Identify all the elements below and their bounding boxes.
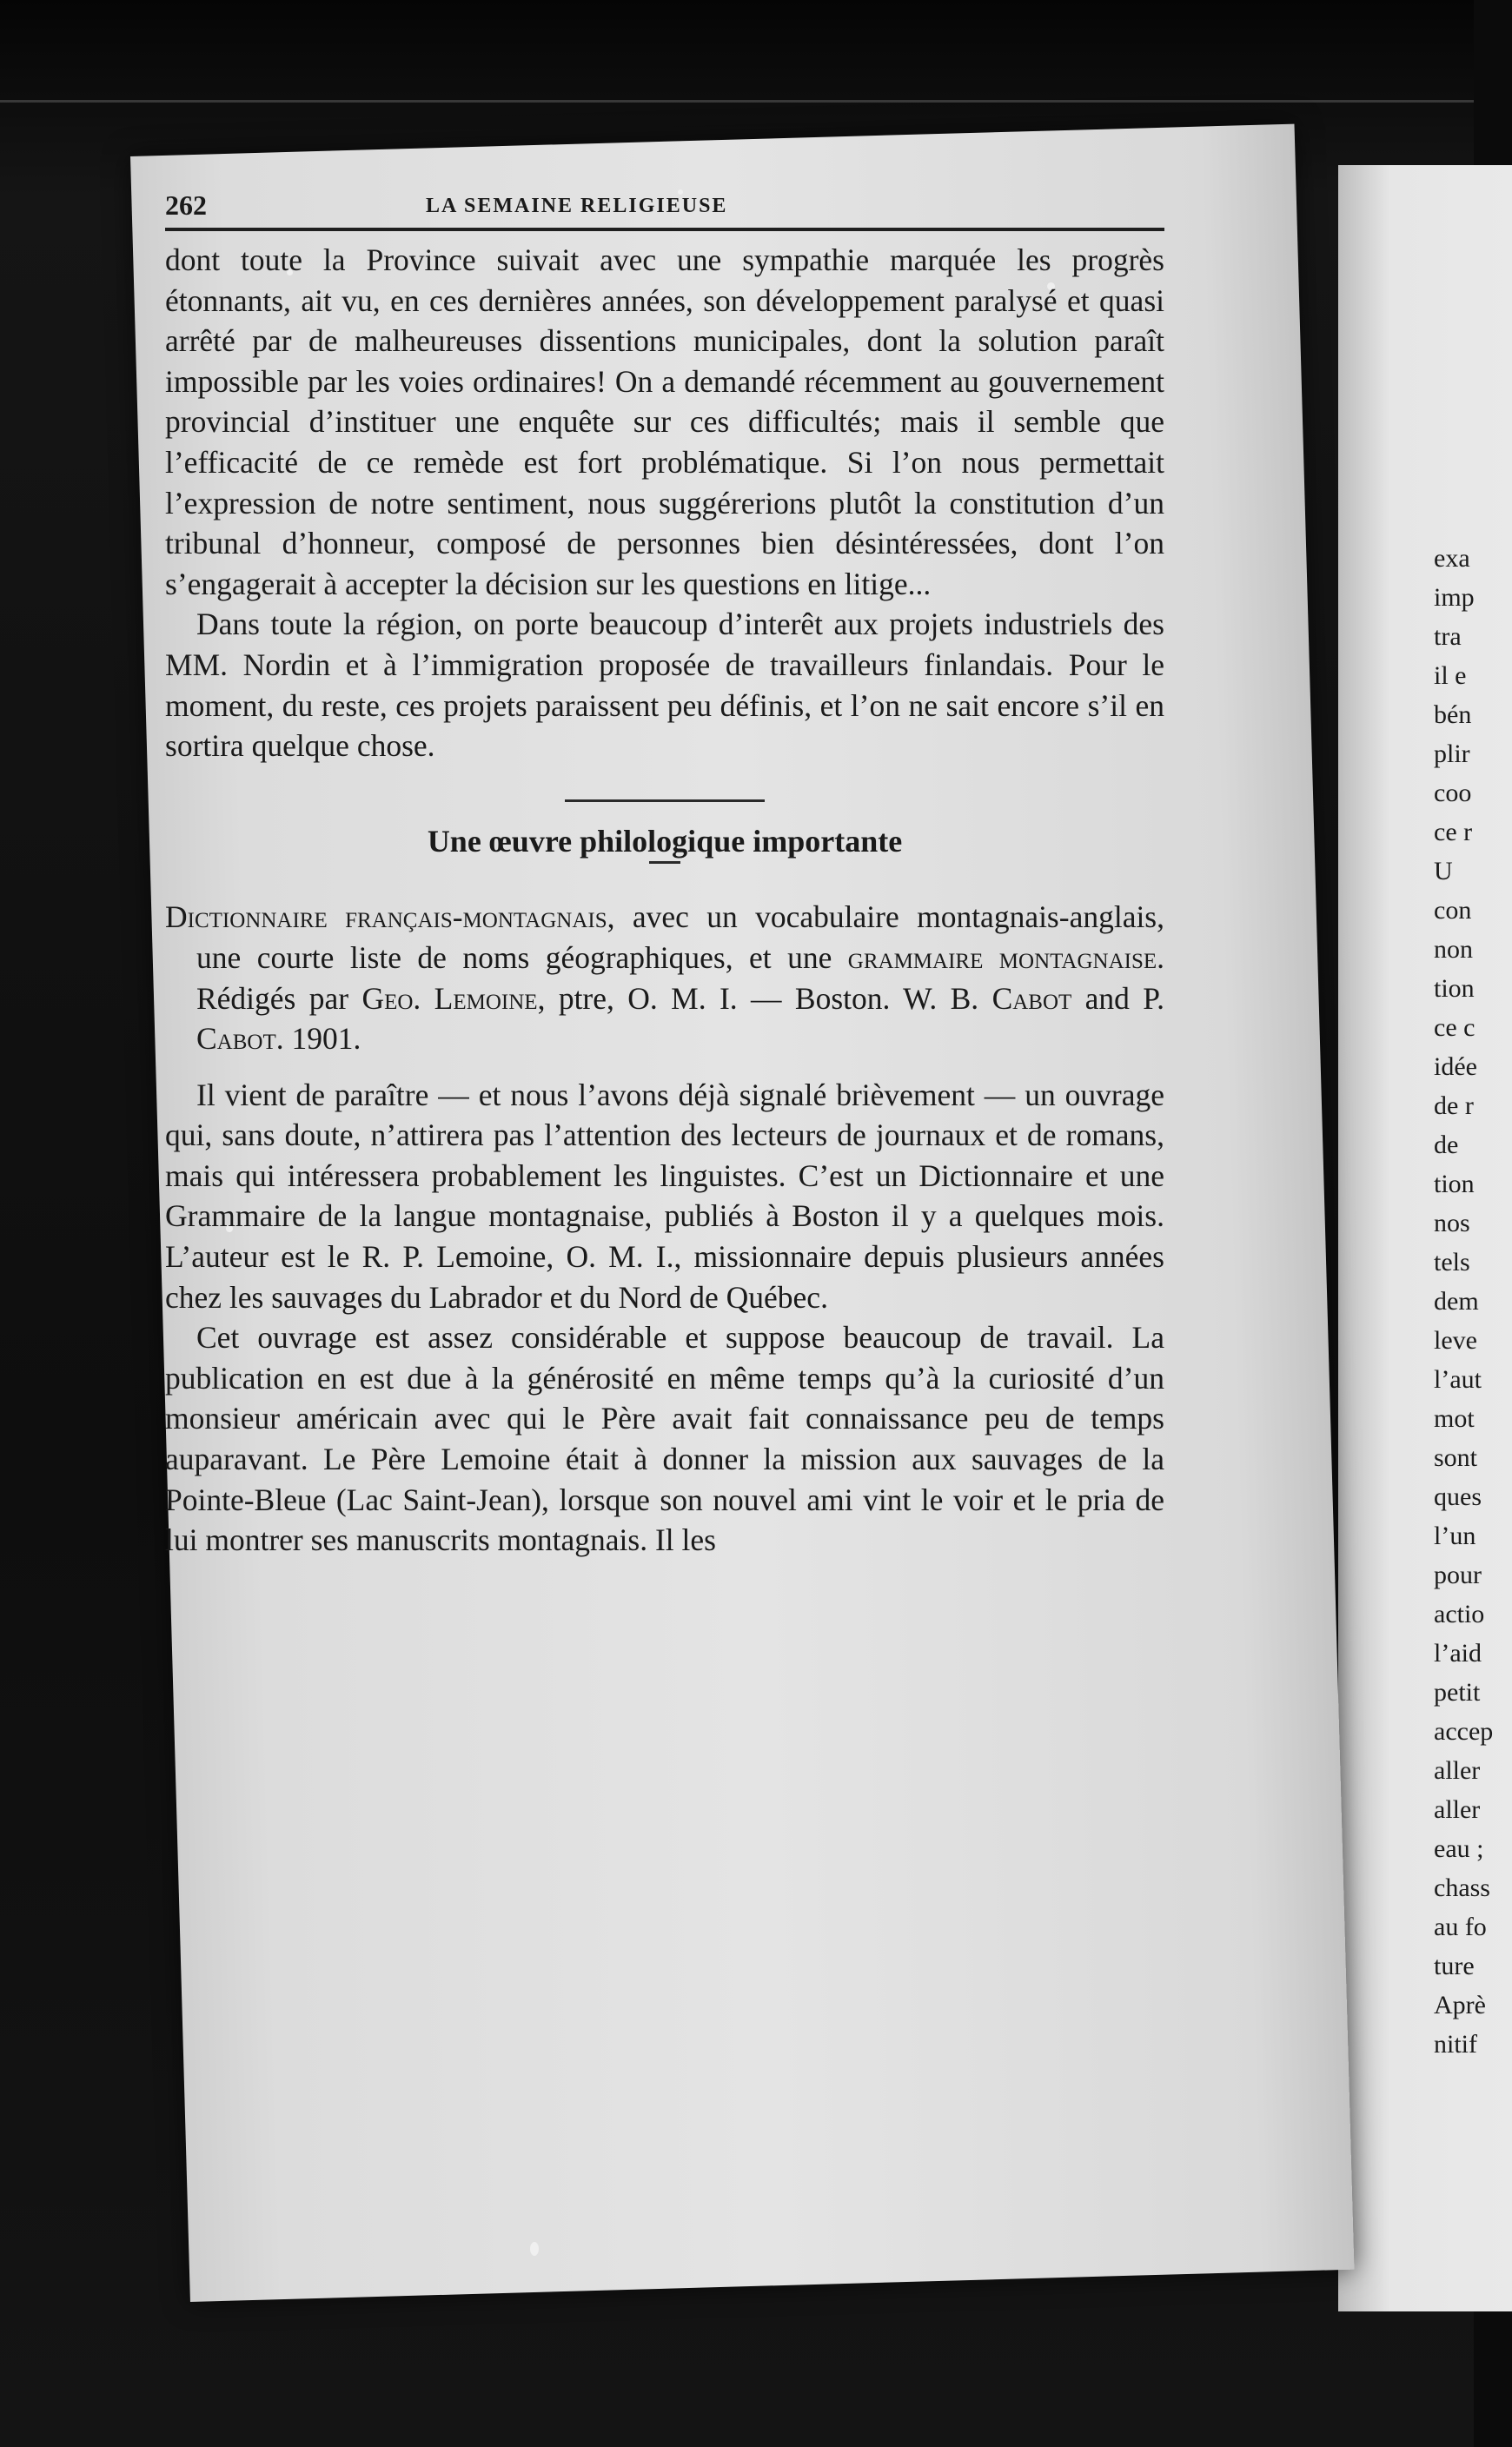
- adjacent-page-line: de: [1434, 1131, 1459, 1159]
- publisher-name: Cabot: [991, 980, 1072, 1016]
- adjacent-page-line: idée: [1434, 1052, 1477, 1081]
- adjacent-page-line: mot: [1434, 1404, 1475, 1433]
- adjacent-page-line: aller: [1434, 1756, 1481, 1785]
- adjacent-page-line: eau ;: [1434, 1834, 1484, 1863]
- paragraph-region: Dans toute la région, on porte beaucoup d’interêt aux projets industriels des MM. Nordin et à l’immigration proposée de travailleurs finlandais. Pour le moment, du reste, ces projets paraissent peu définis, et l’on ne sait encore s’il en sortira quelque chose.: [165, 607, 1164, 764]
- header-rule: [165, 228, 1164, 231]
- author-name: Geo. Lemoine: [361, 980, 538, 1016]
- biblio-text: . 1901.: [275, 1021, 361, 1057]
- adjacent-page-line: tels: [1434, 1248, 1470, 1277]
- adjacent-page-line: actio: [1434, 1600, 1485, 1628]
- publisher-name: Cabot: [196, 1021, 276, 1057]
- adjacent-page-line: exa: [1434, 544, 1470, 573]
- adjacent-page-line: tion: [1434, 974, 1475, 1003]
- adjacent-page-line: ce r: [1434, 818, 1473, 846]
- paragraph-announcement: Il vient de paraître — et nous l’avons déjà signalé brièvement — un ouvrage qui, sans doute, n’attirera pas l’attention des lecteurs de journaux et de romans, mais qui intéressera probablement les linguistes. C’est un Dictionnaire et une Grammaire de la langue montagnaise, publiés à Boston il y a quelques mois. L’auteur est le R. P. Lemoine, O. M. I., missionnaire depuis plusieurs années chez les sauvages du Labrador et du Nord de Québec.: [165, 1077, 1164, 1315]
- section-title: Une œuvre philologique importante: [427, 823, 903, 859]
- adjacent-page-line: ce c: [1434, 1013, 1476, 1042]
- adjacent-page-line: nitif: [1434, 2030, 1477, 2059]
- page-header: [165, 189, 1164, 233]
- adjacent-page-line: tion: [1434, 1170, 1475, 1198]
- adjacent-page-line: plir: [1434, 739, 1470, 768]
- section-separator: [565, 799, 765, 802]
- adjacent-page-line: il e: [1434, 661, 1467, 690]
- adjacent-page-line: sont: [1434, 1443, 1478, 1472]
- bibliographic-entry: [165, 897, 1164, 1058]
- book-title: Dictionnaire français-montagnais: [165, 899, 607, 935]
- adjacent-page-line: ques: [1434, 1482, 1482, 1511]
- adjacent-page-line: tra: [1434, 622, 1462, 651]
- adjacent-page-line: de r: [1434, 1091, 1474, 1120]
- adjacent-page-line: petit: [1434, 1678, 1481, 1707]
- paragraph-continuation: dont toute la Province suivait avec une sympathie marquée les progrès étonnants, ait vu, en ces dernières années, son développement paralysé et quasi arrêté par de malheureuses dissentions municipales, dont la solution paraît impossible par les voies ordinaires! On a demandé récemment au gouvernement provincial d’instituer une enquête sur ces difficultés; mais il semble que l’efficacité de ce remède est fort problématique. Si l’on nous permettait l’expression de notre sentiment, nous suggérerions plutôt la constitution d’un tribunal d’honneur, composé de personnes bien désintéressées, dont l’on s’engagerait à accepter la décision sur les questions en litige...: [165, 242, 1164, 601]
- adjacent-page-line: dem: [1434, 1287, 1479, 1316]
- adjacent-page-line: leve: [1434, 1326, 1477, 1355]
- adjacent-page-line: imp: [1434, 583, 1475, 612]
- adjacent-page-line: accep: [1434, 1717, 1494, 1746]
- adjacent-page-line: nos: [1434, 1209, 1470, 1237]
- adjacent-page-line: non: [1434, 935, 1473, 964]
- adjacent-page-line: U: [1434, 857, 1453, 885]
- adjacent-page-line: aller: [1434, 1795, 1481, 1824]
- adjacent-page-line: coo: [1434, 779, 1472, 807]
- biblio-text: , avec un vocabulaire montagnais-anglais, une courte liste de noms géographiques, et une: [196, 899, 1165, 975]
- adjacent-page-line: l’aut: [1434, 1365, 1482, 1394]
- adjacent-page-line: Aprè: [1434, 1991, 1486, 2019]
- grammar-title: grammaire montagnaise: [847, 939, 1157, 975]
- adjacent-page-line: au fo: [1434, 1913, 1487, 1941]
- adjacent-page-line: con: [1434, 896, 1472, 925]
- running-title: LA SEMAINE RELIGIEUSE: [426, 195, 728, 217]
- dust-speck: [530, 2242, 539, 2256]
- adjacent-page: [1338, 165, 1512, 2311]
- adjacent-page-line: ture: [1434, 1952, 1475, 1980]
- title-dash: [649, 861, 680, 864]
- adjacent-page-line: l’aid: [1434, 1639, 1482, 1668]
- biblio-text: and P.: [1071, 980, 1164, 1016]
- biblio-text: , ptre, O. M. I. — Boston. W. B.: [537, 980, 992, 1016]
- page-number: 262: [165, 189, 207, 221]
- page-body: [165, 240, 1164, 1561]
- adjacent-page-line: l’un: [1434, 1522, 1476, 1550]
- adjacent-page-line: chass: [1434, 1873, 1490, 1902]
- adjacent-page-line: bén: [1434, 700, 1472, 729]
- adjacent-page-line: pour: [1434, 1561, 1482, 1589]
- biblio-text: . Rédigés par: [196, 939, 1164, 1016]
- film-edge-line: [0, 100, 1474, 103]
- paragraph-work: Cet ouvrage est assez considérable et suppose beaucoup de travail. La publication en est due à la générosité en même temps qu’à la curiosité d’un monsieur américain avec qui le Père avait fait connaissance peu de temps auparavant. Le Père Lemoine était à donner la mission aux sauvages de la Pointe-Bleue (Lac Saint-Jean), lorsque son nouvel ami vint le voir et le pria de lui montrer ses manuscrits montagnais. Il les: [165, 1320, 1164, 1558]
- adjacent-page-text: [1434, 539, 1512, 2064]
